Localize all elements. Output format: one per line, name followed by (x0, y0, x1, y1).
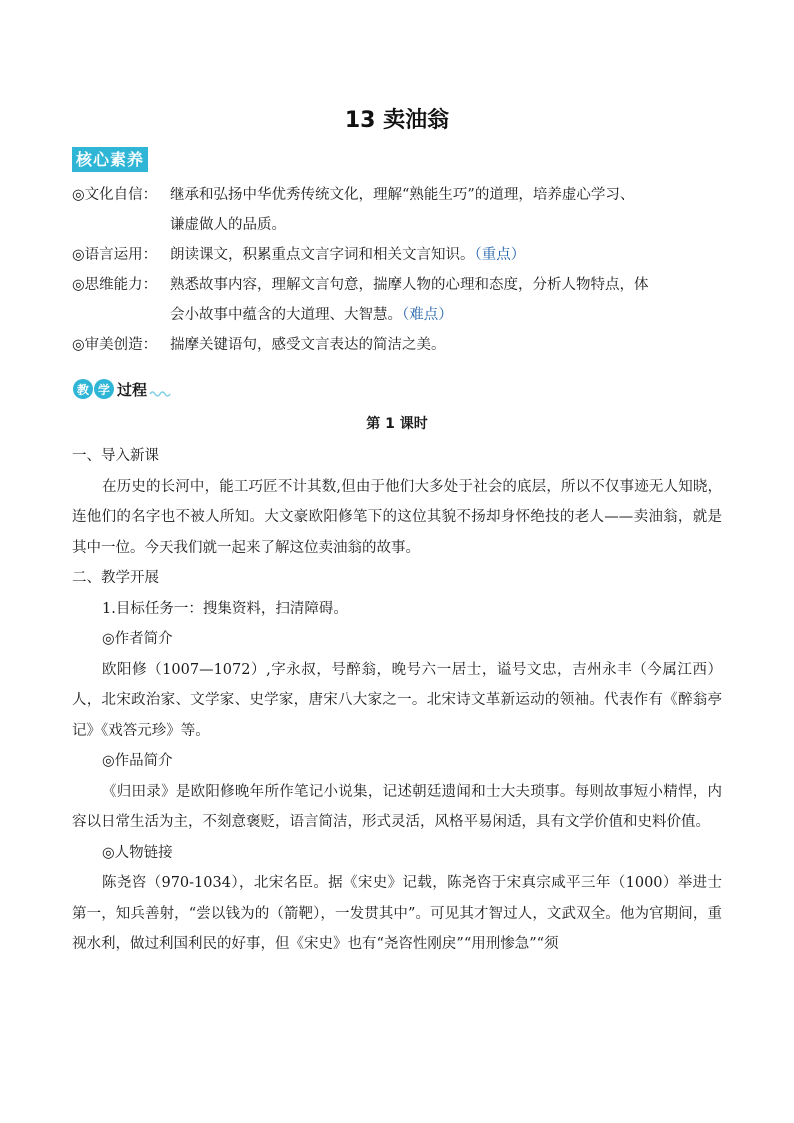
key-point-tag: （重点） (474, 247, 526, 263)
lesson-title: 第 1 课时 (366, 416, 428, 432)
core-item-language (72, 240, 732, 270)
process-circle-2: 学 (94, 379, 114, 399)
intro-paragraph: 在历史的长河中，能工巧匠不计其数,但由于他们大多处于社会的底层，所以不仅事迹无人知晓，连他们的名字也不被人所知。大文豪欧阳修笔下的这位其貌不扬却身怀绝技的老人——卖油翁，就是其中一位。今天我们就一起来了解这位卖油翁的故事。 (72, 478, 722, 556)
wave-decoration-icon (149, 388, 171, 398)
person-paragraph: 陈尧咨（970-1034），北宋名臣。据《宋史》记载，陈尧咨于宋真宗咸平三年（1000）举进士第一，知兵善射，“尝以钱为的（箭靶），一发贯其中”。可见其才智过人，文武双全。他为官期间，重视水利，做过利国利民的好事，但《宋史》也有“尧咨性刚戾”“用刑惨急”“须 (72, 875, 722, 952)
author-heading: ◎作者简介 (102, 631, 173, 647)
core-item-label: ◎审美创造： (72, 337, 158, 353)
work-heading: ◎作品简介 (102, 753, 173, 769)
difficult-point-tag: （难点） (402, 307, 453, 323)
body-content (72, 441, 722, 960)
section-heading: 二、教学开展 (72, 570, 159, 586)
person-heading: ◎人物链接 (102, 844, 173, 861)
core-item-culture (72, 180, 732, 240)
task-heading: 1.目标任务一：搜集资料，扫清障碍。 (102, 600, 348, 617)
author-paragraph: 欧阳修（1007—1072）,字永叔，号醉翁，晚号六一居士，谥号文忠，吉州永丰（今属江西）人，北宋政治家、文学家、史学家，唐宋八大家之一。北宋诗文革新运动的领袖。代表作有《醉翁亭记》《戏答元珍》等。 (72, 661, 722, 739)
core-item-text: 揣摩关键语句，感受文言表达的简洁之美。 (170, 337, 446, 353)
core-item-text: 继承和弘扬中华优秀传统文化，理解“熟能生巧”的道理，培养虚心学习、 (170, 187, 635, 203)
core-item-label: ◎思维能力： (72, 277, 158, 293)
core-item-text: 朗读课文，积累重点文言字词和相关文言知识。 (170, 247, 475, 263)
section-heading: 一、导入新课 (72, 448, 159, 464)
page-title: 13 卖油翁 (344, 108, 450, 133)
core-item-label: ◎文化自信： (72, 187, 158, 203)
core-item-text: 熟悉故事内容，理解文言句意，揣摩人物的心理和态度，分析人物特点，体 (170, 277, 649, 293)
core-item-text-cont: 谦虚做人的品质。 (170, 217, 286, 233)
process-circle-1: 教 (73, 379, 93, 399)
core-item-label: ◎语言运用： (72, 247, 158, 263)
work-paragraph: 《归田录》是欧阳修晚年所作笔记小说集，记述朝廷遗闻和士大夫琐事。每则故事短小精悍，内容以日常生活为主，不刻意褒贬，语言简洁，形式灵活，风格平易闲适，具有文学价值和史料价值。 (72, 783, 722, 830)
teaching-process-header (73, 377, 171, 401)
core-literacy-badge: 核心素养 (72, 147, 148, 172)
core-literacy-list (72, 180, 732, 360)
core-item-thinking (72, 270, 732, 330)
core-item-text-cont: 会小故事中蕴含的大道理、大智慧。 (170, 307, 402, 323)
process-label: 过程 (117, 380, 148, 399)
core-item-aesthetic (72, 330, 732, 360)
